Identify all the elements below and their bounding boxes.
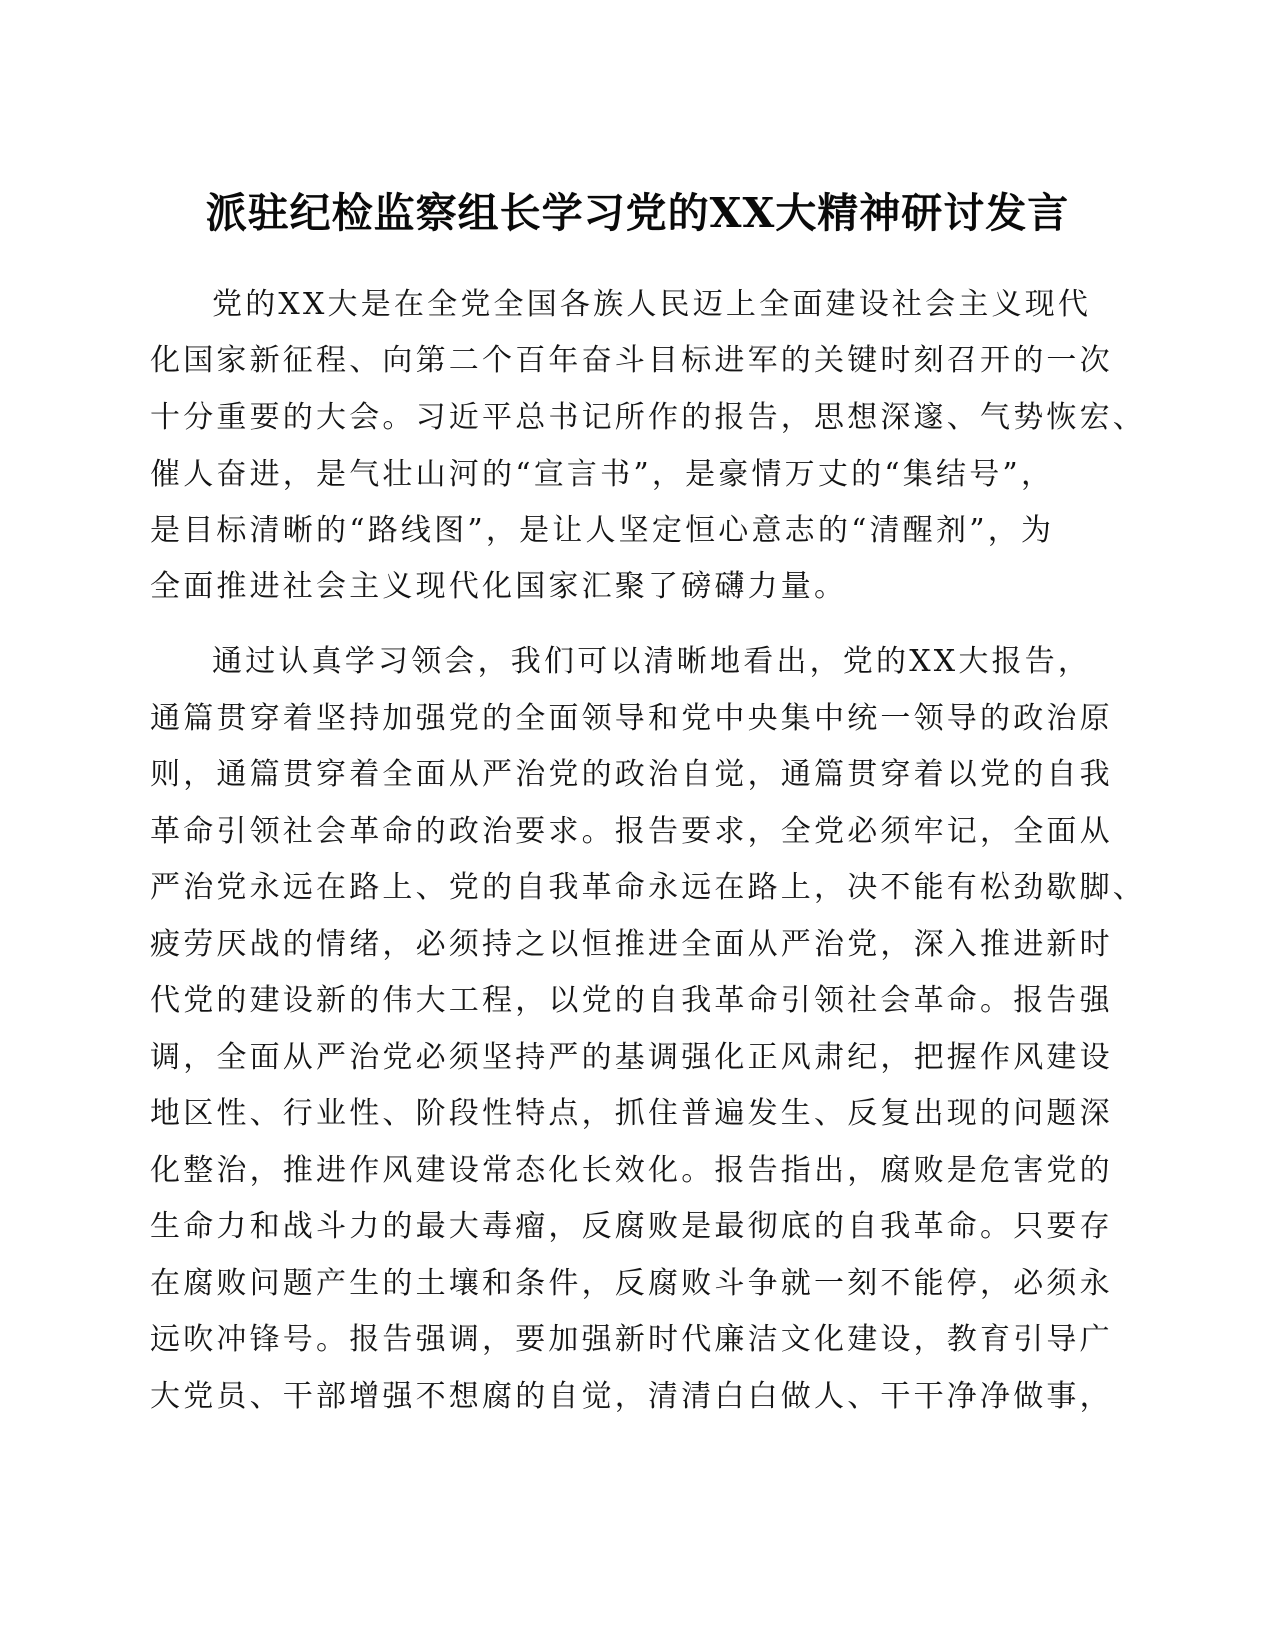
paragraph-line: 调，全面从严治党必须坚持严的基调强化正风肃纪，把握作风建设: [150, 1040, 1113, 1075]
paragraph-line: 革命引领社会革命的政治要求。报告要求，全党必须牢记，全面从: [150, 814, 1113, 849]
paragraph-line: 党的XX大是在全党全国各族人民迈上全面建设社会主义现代: [212, 287, 1092, 322]
paragraph-line: 是目标清晰的“路线图”，是让人坚定恒心意志的“清醒剂”，为: [150, 513, 1055, 548]
paragraph-line: 全面推进社会主义现代化国家汇聚了磅礴力量。: [150, 569, 848, 604]
paragraph-line: 生命力和战斗力的最大毒瘤，反腐败是最彻底的自我革命。只要存: [150, 1209, 1113, 1244]
paragraph-line: 疲劳厌战的情绪，必须持之以恒推进全面从严治党，深入推进新时: [150, 927, 1113, 962]
paragraph-line: 远吹冲锋号。报告强调，要加强新时代廉洁文化建设，教育引导广: [150, 1322, 1113, 1357]
paragraph-line: 代党的建设新的伟大工程，以党的自我革命引领社会革命。报告强: [150, 983, 1113, 1018]
paragraph-line: 通过认真学习领会，我们可以清晰地看出，党的XX大报告，: [212, 644, 1092, 679]
paragraph-line: 通篇贯穿着坚持加强党的全面领导和党中央集中统一领导的政治原: [150, 701, 1113, 736]
paragraph-line: 严治党永远在路上、党的自我革命永远在路上，决不能有松劲歇脚、: [150, 870, 1146, 905]
paragraph-line: 则，通篇贯穿着全面从严治党的政治自觉，通篇贯穿着以党的自我: [150, 757, 1113, 792]
paragraph-line: 化国家新征程、向第二个百年奋斗目标进军的关键时刻召开的一次: [150, 343, 1113, 378]
paragraph-line: 在腐败问题产生的土壤和条件，反腐败斗争就一刻不能停，必须永: [150, 1266, 1113, 1301]
paragraph-line: 大党员、干部增强不想腐的自觉，清清白白做人、干干净净做事，: [150, 1379, 1113, 1414]
paragraph-line: 十分重要的大会。习近平总书记所作的报告，思想深邃、气势恢宏、: [150, 400, 1146, 435]
paragraph-line: 化整治，推进作风建设常态化长效化。报告指出，腐败是危害党的: [150, 1153, 1113, 1188]
paragraph-line: 催人奋进，是气壮山河的“宣言书”，是豪情万丈的“集结号”，: [150, 457, 1055, 492]
document-title: 派驻纪检监察组长学习党的XX大精神研讨发言: [205, 189, 1070, 237]
paragraph-line: 地区性、行业性、阶段性特点，抓住普遍发生、反复出现的问题深: [150, 1096, 1113, 1131]
